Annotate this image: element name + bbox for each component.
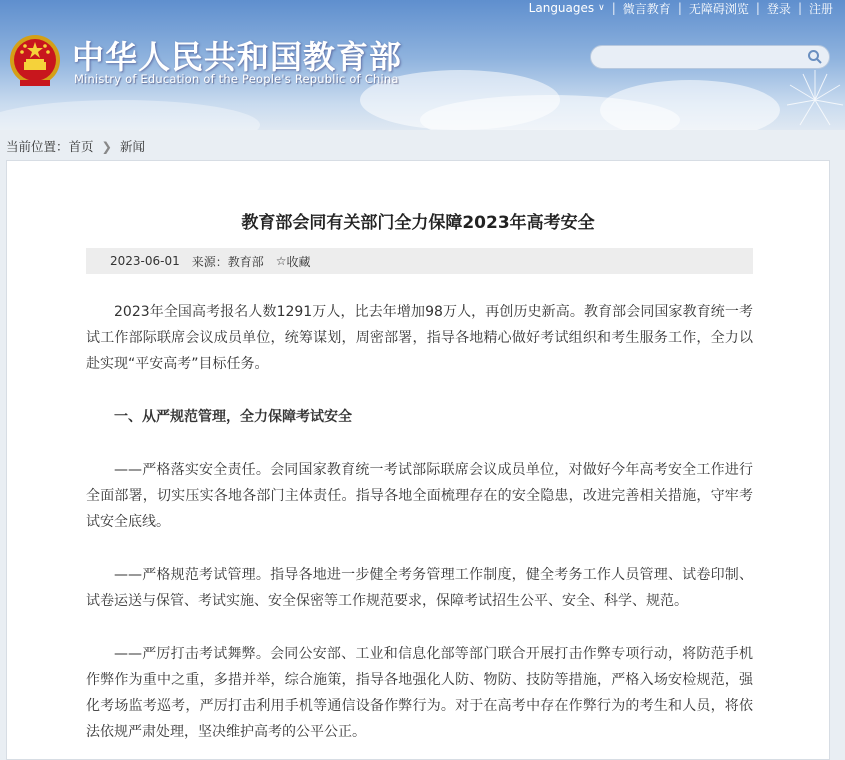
divider: | (677, 1, 682, 15)
site-header (0, 0, 845, 130)
cloud-decoration (600, 80, 780, 130)
breadcrumb-prefix: 当前位置： (6, 139, 69, 154)
accessibility-link[interactable]: 无障碍浏览 (688, 1, 749, 16)
divider: | (755, 1, 760, 15)
national-emblem-icon[interactable] (8, 32, 62, 90)
breadcrumb-news-link[interactable]: 新闻 (120, 139, 146, 154)
login-link[interactable]: 登录 (766, 1, 791, 16)
favorite-label: 收藏 (286, 254, 311, 269)
article-paragraph: ——严格落实安全责任。会同国家教育统一考试部际联席会议成员单位，对做好今年高考安全工作进行全面部署，切实压实各地各部门主体责任。指导各地全面梳理存在的安全隐患，改进完善相关措施，守牢考试安全底线。 (86, 462, 753, 530)
site-title[interactable]: 中华人民共和国教育部 (72, 38, 403, 76)
dandelion-decoration-icon (765, 60, 845, 130)
article-title: 教育部会同有关部门全力保障2023年高考安全 (241, 213, 595, 233)
register-link[interactable]: 注册 (808, 1, 833, 16)
top-nav (527, 0, 835, 16)
breadcrumb (6, 137, 145, 155)
article-source: 来源：教育部 (191, 254, 264, 269)
languages-link[interactable]: Languages (528, 1, 595, 15)
favorite-button[interactable] (276, 253, 311, 270)
article-meta-bar (86, 248, 753, 274)
divider: | (611, 1, 616, 15)
site-subtitle: Ministry of Education of the People's Republic of China (74, 72, 399, 86)
weibo-link[interactable]: 微言教育 (622, 1, 671, 16)
chevron-right-icon: ❯ (101, 138, 113, 154)
article-paragraph: ——严厉打击考试舞弊。会同公安部、工业和信息化部等部门联合开展打击作弊专项行动，将防范手机作弊作为重中之重，多措并举，综合施策，指导各地强化人防、物防、技防等措施，严格入场安检规范，强化考场监考巡考，严厉打击利用手机等通信设备作弊行为。对于在高考中存在作弊行为的考生和人员，将依法依规严肃处理，坚决维护高考的公平公正。 (86, 646, 753, 740)
article-container (6, 160, 830, 760)
star-icon: ☆ (275, 254, 287, 268)
divider: | (797, 1, 802, 15)
article-paragraph: ——严格规范考试管理。指导各地进一步健全考务管理工作制度，健全考务工作人员管理、试卷印制、试卷运送与保管、考试实施、安全保密等工作规范要求，保障考试招生公平、安全、科学、规范。 (86, 567, 753, 609)
article-paragraph: 2023年全国高考报名人数1291万人，比去年增加98万人，再创历史新高。教育部会同国家教育统一考试工作部际联席会议成员单位，统筹谋划，周密部署，指导各地精心做好考试组织和考生服务工作，全力以赴实现“平安高考”目标任务。 (86, 304, 753, 372)
cloud-decoration (0, 100, 260, 130)
article-section-heading: 一、从严规范管理，全力保障考试安全 (114, 409, 352, 425)
article-date: 2023-06-01 (110, 254, 180, 268)
chevron-down-icon[interactable]: ∨ (598, 3, 605, 13)
breadcrumb-home-link[interactable]: 首页 (68, 139, 94, 154)
